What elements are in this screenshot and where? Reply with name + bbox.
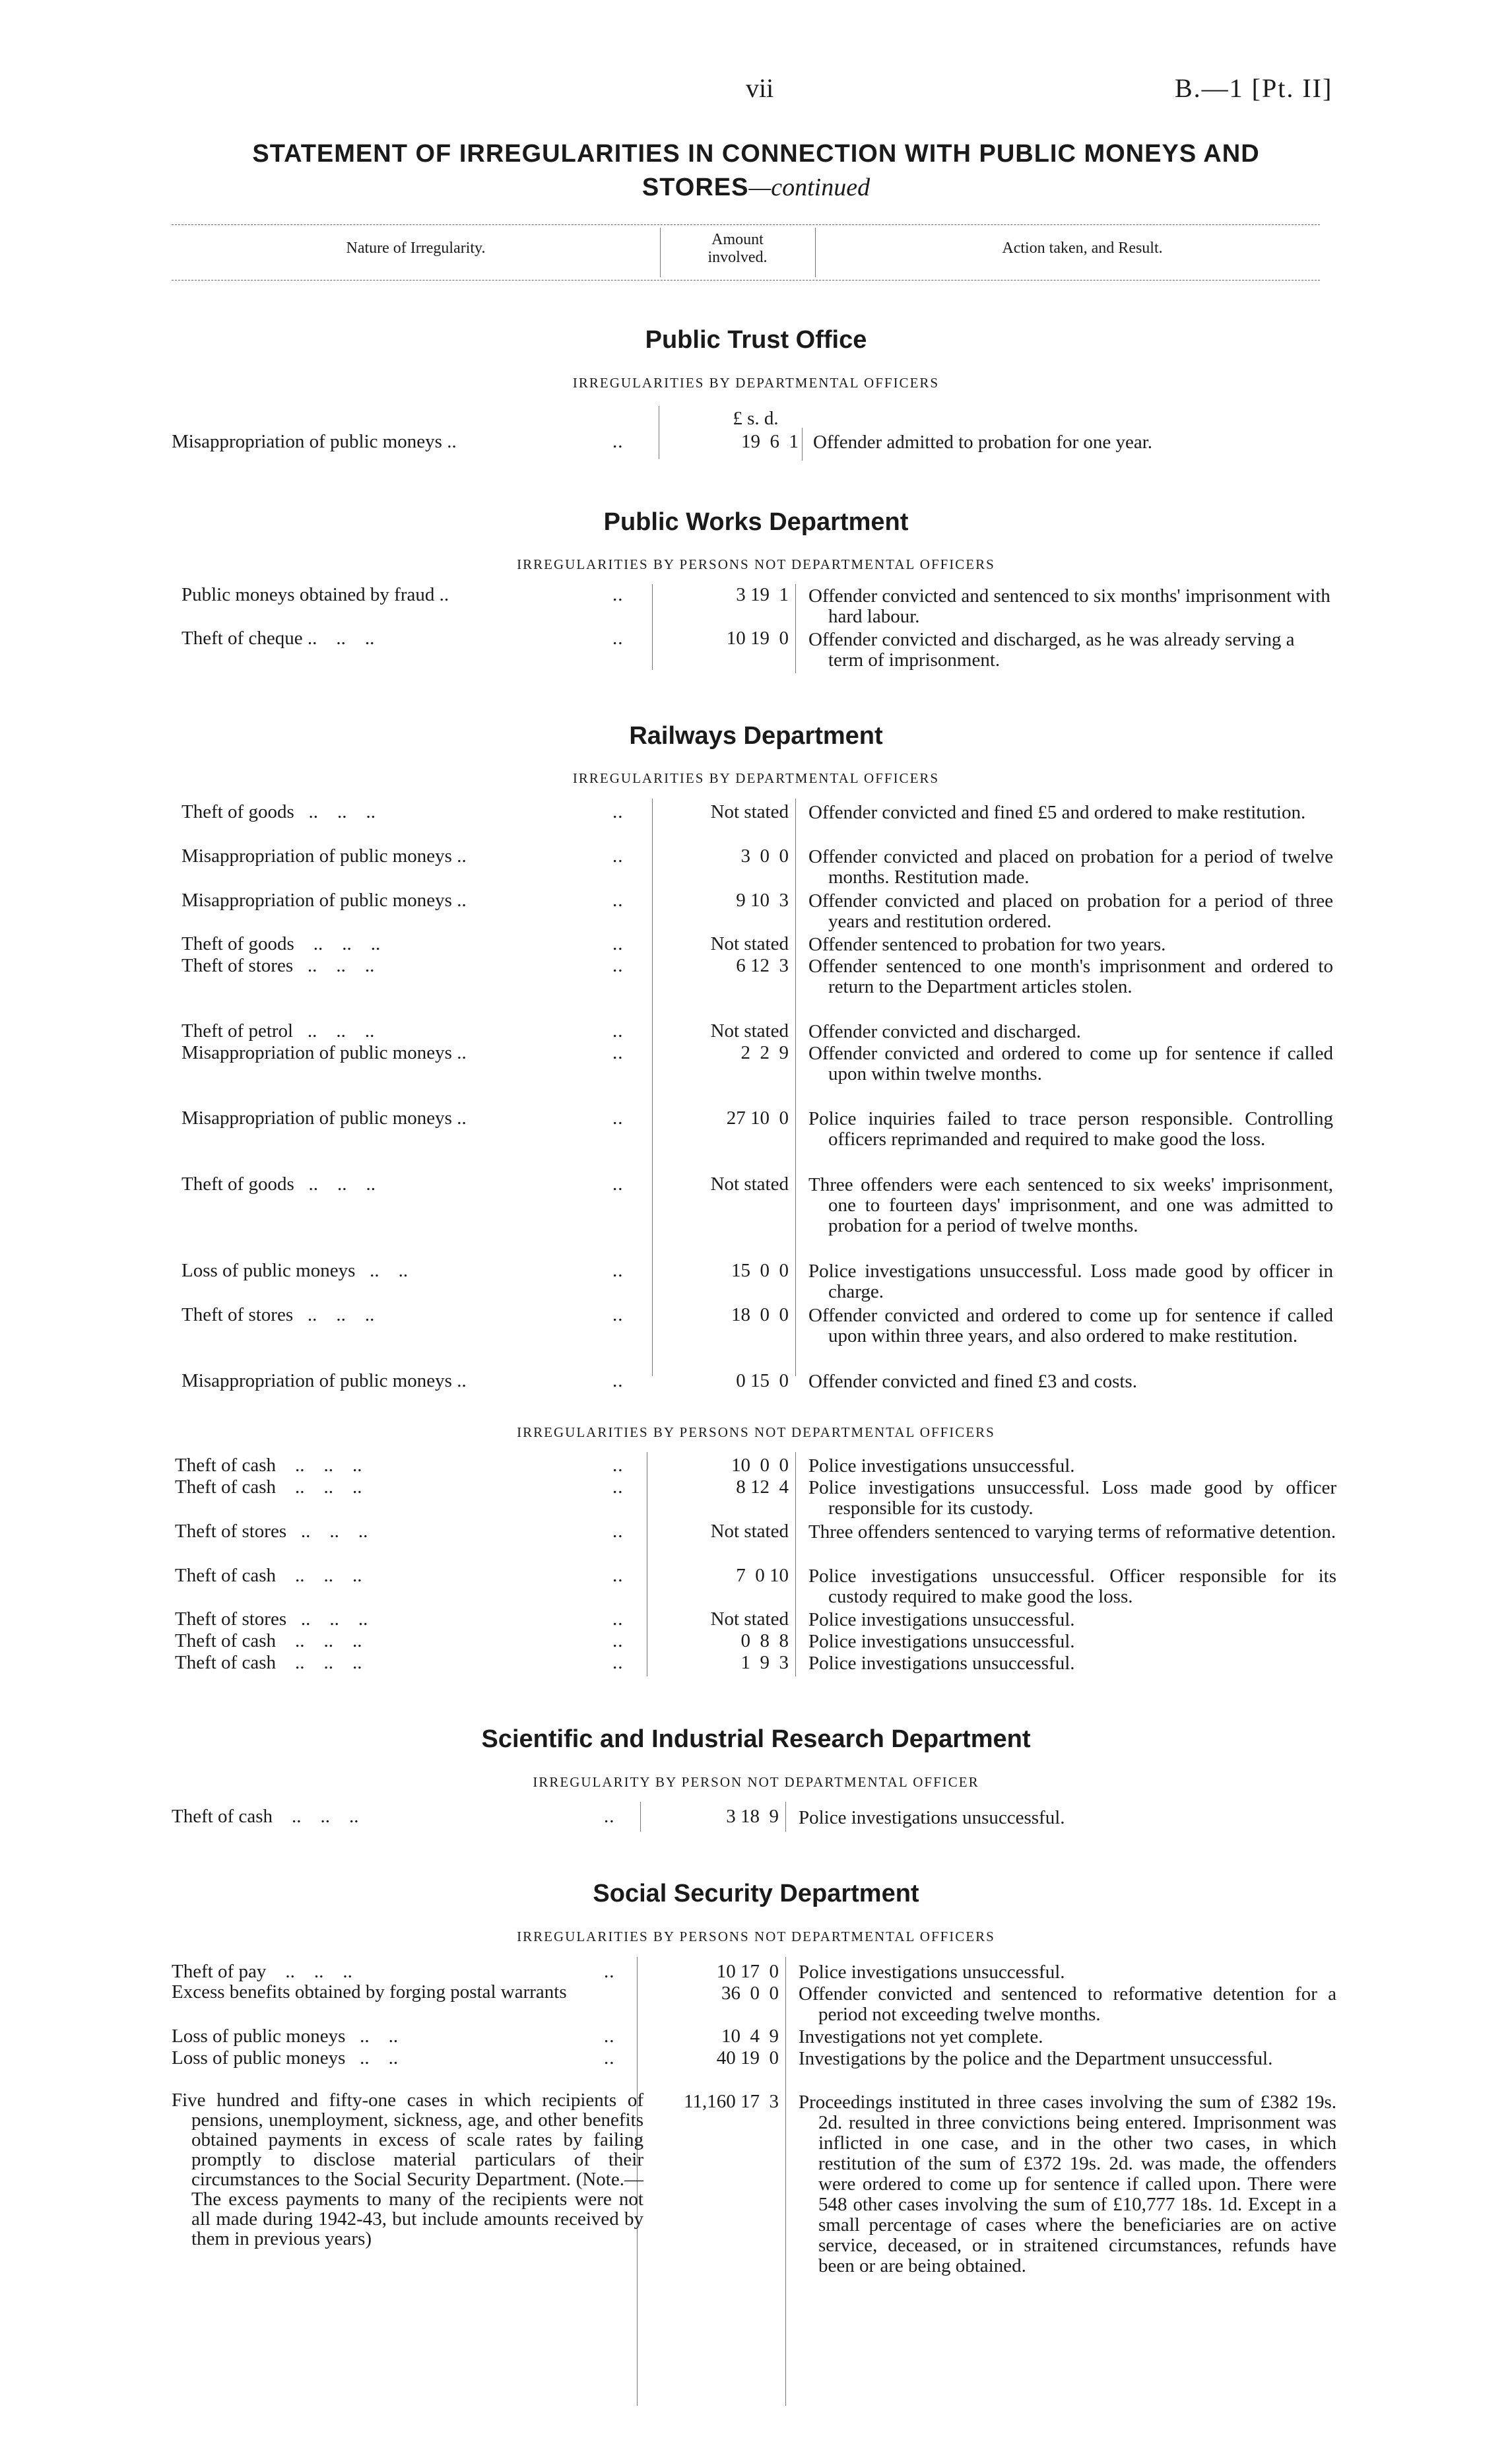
leader-dots: .. [612, 431, 624, 452]
table-row-amount: 10 17 0 [716, 1961, 779, 1982]
leader-dots: .. [612, 801, 624, 822]
leader-dots: .. [612, 584, 624, 605]
table-row-amount: 7 0 10 [736, 1565, 789, 1586]
table-row-action: Police investigations unsuccessful. [808, 1653, 1075, 1674]
table-row-amount: 3 0 0 [740, 845, 789, 867]
table-row-action: Offender convicted and discharged, as he was already serving a term of imprisonment. [808, 629, 1295, 671]
table-row-action: Police investigations unsuccessful. [799, 1807, 1065, 1828]
table-row-nature: Public moneys obtained by fraud .. [181, 584, 449, 605]
table-row-action: Police investigations unsuccessful. Loss made good by officer in charge. [808, 1261, 1333, 1302]
leader-dots: .. [612, 1020, 624, 1042]
table-row-nature: Theft of stores .. .. .. [181, 1304, 375, 1325]
page-title: STATEMENT OF IRREGULARITIES IN CONNECTION WITH PUBLIC MONEYS AND [252, 140, 1260, 168]
divider-action [802, 428, 803, 461]
table-row-amount: 10 19 0 [726, 628, 789, 649]
table-row-nature: Excess benefits obtained by forging postal warrants [172, 1981, 567, 2002]
table-row-amount: 19 6 1 [741, 431, 799, 452]
divider-amount [652, 584, 653, 670]
table-row-action: Police investigations unsuccessful. Loss made good by officer responsible for its custody. [808, 1477, 1336, 1519]
header-rule-bottom [172, 280, 1320, 281]
table-row-amount: Not stated [710, 1174, 789, 1195]
column-header-action: Action taken, and Result. [1002, 240, 1163, 257]
table-row-amount: Not stated [710, 1521, 789, 1542]
table-row-action: Offender convicted and sentenced to six months' imprisonment with hard labour. [808, 585, 1331, 627]
continued-label: —continued [748, 174, 871, 201]
table-row-action: Police investigations unsuccessful. [808, 1455, 1075, 1476]
table-row-nature: Theft of goods .. .. .. [181, 933, 381, 954]
page-title-continued [0, 173, 1512, 202]
table-row-amount: 40 19 0 [716, 2047, 779, 2068]
divider-amount [640, 1802, 641, 1832]
table-row-action: Investigations by the police and the Department unsuccessful. [799, 2048, 1273, 2069]
table-row-action: Offender convicted and placed on probation for a period of twelve months. Restitution made. [808, 846, 1333, 888]
table-row-amount: Not stated [710, 1020, 789, 1042]
table-row-action: Offender convicted and ordered to come up for sentence if called upon within twelve months. [808, 1043, 1333, 1084]
table-row-nature: Loss of public moneys .. .. [172, 2047, 399, 2068]
section-title-public-trust: Public Trust Office [645, 326, 867, 354]
table-row-action: Police investigations unsuccessful. [799, 1962, 1065, 1983]
table-row-nature: Theft of stores .. .. .. [181, 955, 375, 976]
table-row-amount: 6 12 3 [736, 955, 789, 976]
document-reference: B.—1 [Pt. II] [1175, 73, 1333, 103]
table-row-amount: Not stated [710, 801, 789, 822]
divider-action [795, 799, 796, 1376]
subheading-scientific: IRREGULARITY BY PERSON NOT DEPARTMENTAL OFFICER [533, 1774, 979, 1790]
table-row-nature: Theft of petrol .. .. .. [181, 1020, 375, 1042]
leader-dots: .. [612, 1304, 624, 1325]
subheading-public-trust: IRREGULARITIES BY DEPARTMENTAL OFFICERS [572, 375, 940, 391]
header-rule-top [172, 224, 1320, 225]
table-row-amount: 8 12 4 [736, 1476, 789, 1498]
table-row-amount: 27 10 0 [726, 1108, 789, 1129]
column-header-amount-line2: involved. [707, 249, 768, 266]
leader-dots: .. [612, 933, 624, 954]
table-row-action: Investigations not yet complete. [799, 2026, 1043, 2047]
table-row-nature: Misappropriation of public moneys .. [181, 890, 467, 911]
leader-dots: .. [612, 890, 624, 911]
table-row-nature: Theft of goods .. .. .. [181, 1174, 376, 1195]
section-title-social-security: Social Security Department [593, 1880, 919, 1907]
table-row-amount: Not stated [710, 933, 789, 954]
table-row-action: Police investigations unsuccessful. [808, 1609, 1075, 1630]
leader-dots: .. [612, 1042, 624, 1063]
table-row-nature: Theft of cash .. .. .. [175, 1565, 362, 1586]
table-row-nature: Theft of stores .. .. .. [175, 1521, 368, 1542]
leader-dots: .. [612, 1608, 624, 1630]
divider-amount [652, 799, 653, 1376]
leader-dots: .. [612, 1565, 624, 1586]
table-row-action: Offender convicted and fined £3 and costs. [808, 1371, 1137, 1392]
divider-action [785, 1957, 786, 2406]
leader-dots: .. [612, 1521, 624, 1542]
table-row-amount: 3 18 9 [726, 1806, 779, 1827]
table-row-action: Offender sentenced to one month's imprisonment and ordered to return to the Department articles stolen. [808, 956, 1333, 997]
table-row-nature: Misappropriation of public moneys .. [172, 431, 457, 452]
table-row-nature: Theft of stores .. .. .. [175, 1608, 368, 1630]
table-row-amount: 18 0 0 [731, 1304, 789, 1325]
table-row-amount: 2 2 9 [740, 1042, 789, 1063]
table-row-nature: Five hundred and fifty-one cases in which recipients of pensions, unemployment, sickness, age, and other benefits obtained payments in excess of scale rates by failing promptly to disclose material particulars of their circumstances to the Social Security Department. (Note.—The excess payments to many of the recipients were not all made during 1942-43, but include amounts received by them in previous years) [172, 2090, 643, 2249]
table-row-nature: Theft of cash .. .. .. [175, 1652, 362, 1673]
divider-action [795, 1452, 796, 1676]
table-row-amount: 3 19 1 [736, 584, 789, 605]
leader-dots: .. [612, 1260, 624, 1281]
table-row-nature: Misappropriation of public moneys .. [181, 1042, 467, 1063]
leader-dots: .. [612, 1630, 624, 1651]
table-row-action: Offender sentenced to probation for two years. [808, 934, 1166, 955]
table-row-amount: 36 0 0 [721, 1983, 779, 2004]
leader-dots: .. [612, 1476, 624, 1498]
leader-dots: .. [612, 1455, 624, 1476]
column-header-amount [663, 231, 812, 267]
table-row-nature: Theft of cash .. .. .. [175, 1630, 362, 1651]
table-row-nature: Loss of public moneys .. .. [181, 1260, 409, 1281]
table-row-action: Offender convicted and ordered to come up for sentence if called upon within three years, and also ordered to make restitution. [808, 1305, 1333, 1346]
table-row-action: Proceedings instituted in three cases involving the sum of £382 19s. 2d. resulted in three convictions being entered. Imprisonment was inflicted in one case, and in the other two cases, in which restitution of the sum of £372 19s. 2d. was made, the offenders were ordered to come up for sentence if called upon. There were 548 other cases involving the sum of £10,777 18s. 1d. Except in a small percentage of cases where the beneficiaries are on active service, deceased, or in straitened circumstances, refunds have been or are being obtained. [799, 2092, 1336, 2276]
table-row-nature: Theft of cheque .. .. .. [181, 628, 375, 649]
table-row-amount: 10 4 9 [721, 2026, 779, 2047]
subheading-railways-persons: IRREGULARITIES BY PERSONS NOT DEPARTMENTAL OFFICERS [517, 1424, 995, 1440]
leader-dots: .. [604, 1961, 615, 1982]
leader-dots: .. [612, 1108, 624, 1129]
table-row-amount: 11,160 17 3 [684, 2091, 779, 2112]
table-row-nature: Theft of cash .. .. .. [175, 1476, 362, 1498]
header-divider-2 [815, 228, 816, 277]
table-row-amount: 1 9 3 [740, 1652, 789, 1673]
leader-dots: .. [612, 628, 624, 649]
table-row-action: Police investigations unsuccessful. [808, 1631, 1075, 1652]
leader-dots: .. [604, 2047, 615, 2068]
subheading-social-security: IRREGULARITIES BY PERSONS NOT DEPARTMENTAL OFFICERS [517, 1929, 995, 1944]
section-title-public-works: Public Works Department [603, 508, 909, 536]
table-row-amount: Not stated [710, 1608, 789, 1630]
leader-dots: .. [612, 1370, 624, 1391]
table-row-amount: 0 15 0 [736, 1370, 789, 1391]
table-row-nature: Theft of pay .. .. .. [172, 1961, 352, 1982]
leader-dots: .. [604, 2026, 615, 2047]
leader-dots: .. [612, 845, 624, 867]
table-row-action: Offender convicted and sentenced to reformative detention for a period not exceeding twelve months. [799, 1983, 1336, 2025]
leader-dots: .. [612, 1652, 624, 1673]
table-row-nature: Misappropriation of public moneys .. [181, 1370, 467, 1391]
table-row-nature: Misappropriation of public moneys .. [181, 845, 467, 867]
column-header-amount-line1: Amount [711, 231, 764, 248]
table-row-nature: Loss of public moneys .. .. [172, 2026, 399, 2047]
leader-dots: .. [604, 1806, 615, 1827]
table-row-action: Police inquiries failed to trace person responsible. Controlling officers reprimanded and required to make good the loss. [808, 1108, 1333, 1150]
table-row-action: Offender admitted to probation for one year. [813, 432, 1153, 453]
table-row-amount: 10 0 0 [731, 1455, 789, 1476]
subheading-railways-officers: IRREGULARITIES BY DEPARTMENTAL OFFICERS [572, 770, 940, 786]
table-row-nature: Theft of goods .. .. .. [181, 801, 376, 822]
table-row-action: Police investigations unsuccessful. Officer responsible for its custody required to make good the loss. [808, 1566, 1336, 1607]
table-row-action: Three offenders sentenced to varying terms of reformative detention. [808, 1521, 1336, 1542]
table-row-nature: Theft of cash .. .. .. [175, 1455, 362, 1476]
column-header-nature: Nature of Irregularity. [346, 240, 486, 257]
table-row-action: Three offenders were each sentenced to six weeks' imprisonment, one to fourteen days' imprisonment, and one was admitted to probation for a period of twelve months. [808, 1174, 1333, 1236]
divider-action [785, 1802, 786, 1832]
divider-action [795, 584, 796, 673]
subheading-public-works: IRREGULARITIES BY PERSONS NOT DEPARTMENTAL OFFICERS [517, 556, 995, 572]
table-row-action: Offender convicted and discharged. [808, 1021, 1081, 1042]
table-row-action: Offender convicted and placed on probation for a period of three years and restitution ordered. [808, 890, 1333, 932]
leader-dots: .. [612, 955, 624, 976]
table-row-nature: Theft of cash .. .. .. [172, 1806, 359, 1827]
page-title-word: STORES [641, 174, 749, 201]
table-row-amount: 0 8 8 [740, 1630, 789, 1651]
table-row-nature: Misappropriation of public moneys .. [181, 1108, 467, 1129]
section-title-railways: Railways Department [629, 722, 883, 750]
currency-header: £ s. d. [733, 408, 779, 429]
table-row-action: Offender convicted and fined £5 and ordered to make restitution. [808, 802, 1306, 823]
leader-dots: .. [612, 1174, 624, 1195]
page-number: vii [746, 73, 774, 103]
header-divider-1 [660, 228, 661, 277]
section-title-scientific: Scientific and Industrial Research Department [481, 1725, 1031, 1753]
table-row-amount: 15 0 0 [731, 1260, 789, 1281]
table-row-amount: 9 10 3 [736, 890, 789, 911]
